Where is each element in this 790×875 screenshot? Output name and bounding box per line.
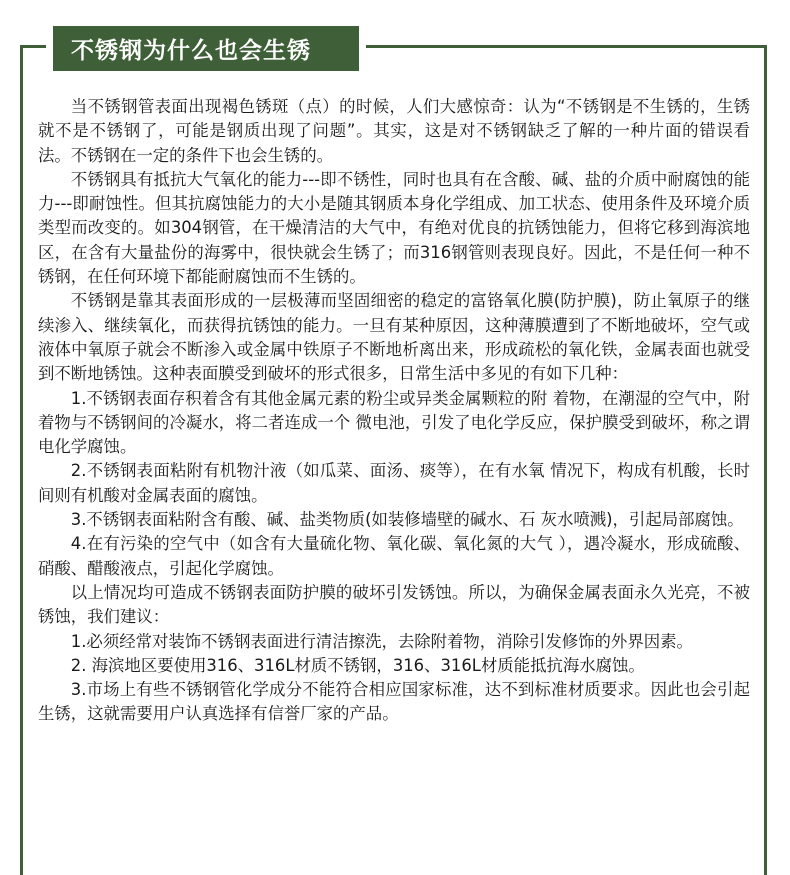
article-body xyxy=(38,95,750,727)
paragraph-recommendation-intro: 以上情况均可造成不锈钢表面防护膜的破坏引发锈蚀。所以，为确保金属表面永久光亮，不被锈蚀，我们建议： xyxy=(38,582,750,627)
paragraph-oxide-film: 不锈钢是靠其表面形成的一层极薄而坚固细密的稳定的富铬氧化膜(防护膜)，防止氧原子的继续渗入、继续氧化，而获得抗锈蚀的能力。一旦有某种原因，这种薄膜遭到了不断地破坏，空气或液体中氧原子就会不断渗入或金属中铁原子不断地析离出来，形成疏松的氧化铁，金属表面也就受到不断地锈蚀。这种表面膜受到破坏的形式很多，日常生活中多见的有如下几种： xyxy=(38,291,750,384)
list-item-advice-1: 1.必须经常对装饰不锈钢表面进行清洁擦洗，去除附着物，消除引发修饰的外界因素。 xyxy=(70,631,693,651)
paragraph-corrosion-resistance: 不锈钢具有抵抗大气氧化的能力---即不锈性，同时也具有在含酸、碱、盐的介质中耐腐蚀的能力---即耐蚀性。但其抗腐蚀能力的大小是随其钢质本身化学组成、加工状态、使用条件及环境介质类型而改变的。如304钢管，在干燥清洁的大气中，有绝对优良的抗锈蚀能力，但将它移到海滨地区，在含有大量盐份的海雾中，很快就会生锈了；而316钢管则表现良好。因此，不是任何一种不锈钢，在任何环境下都能耐腐蚀而不生锈的。 xyxy=(38,169,750,287)
list-item-advice-2: 2. 海滨地区要使用316、316L材质不锈钢，316、316L材质能抵抗海水腐蚀。 xyxy=(70,655,645,675)
list-item-cause-3: 3.不锈钢表面粘附含有酸、碱、盐类物质(如装修墙壁的碱水、石 灰水喷溅)，引起局部腐蚀。 xyxy=(70,510,744,530)
list-item-cause-2: 2.不锈钢表面粘附有机物汁液（如瓜菜、面汤、痰等），在有水氧 情况下，构成有机酸，长时间则有机酸对金属表面的腐蚀。 xyxy=(38,461,750,505)
page-title: 不锈钢为什么也会生锈 xyxy=(53,26,359,71)
list-item-advice-3: 3.市场上有些不锈钢管化学成分不能符合相应国家标准，达不到标准材质要求。因此也会引起生锈，这就需要用户认真选择有信誉厂家的产品。 xyxy=(38,680,750,724)
title-box xyxy=(46,20,366,77)
list-item-cause-1: 1.不锈钢表面存积着含有其他金属元素的粉尘或异类金属颗粒的附 着物，在潮湿的空气中，附着物与不锈钢间的冷凝水，将二者连成一个 微电池，引发了电化学反应，保护膜受到破坏，称之谓电化学腐蚀。 xyxy=(38,388,750,457)
paragraph-intro: 当不锈钢管表面出现褐色锈斑（点）的时候，人们大感惊奇：认为“不锈钢是不生锈的，生锈就不是不锈钢了，可能是钢质出现了问题”。其实，这是对不锈钢缺乏了解的一种片面的错误看法。不锈钢在一定的条件下也会生锈的。 xyxy=(38,97,750,165)
list-item-cause-4: 4.在有污染的空气中（如含有大量硫化物、氧化碳、氧化氮的大气 ），遇冷凝水，形成硫酸、硝酸、醋酸液点，引起化学腐蚀。 xyxy=(38,534,750,578)
